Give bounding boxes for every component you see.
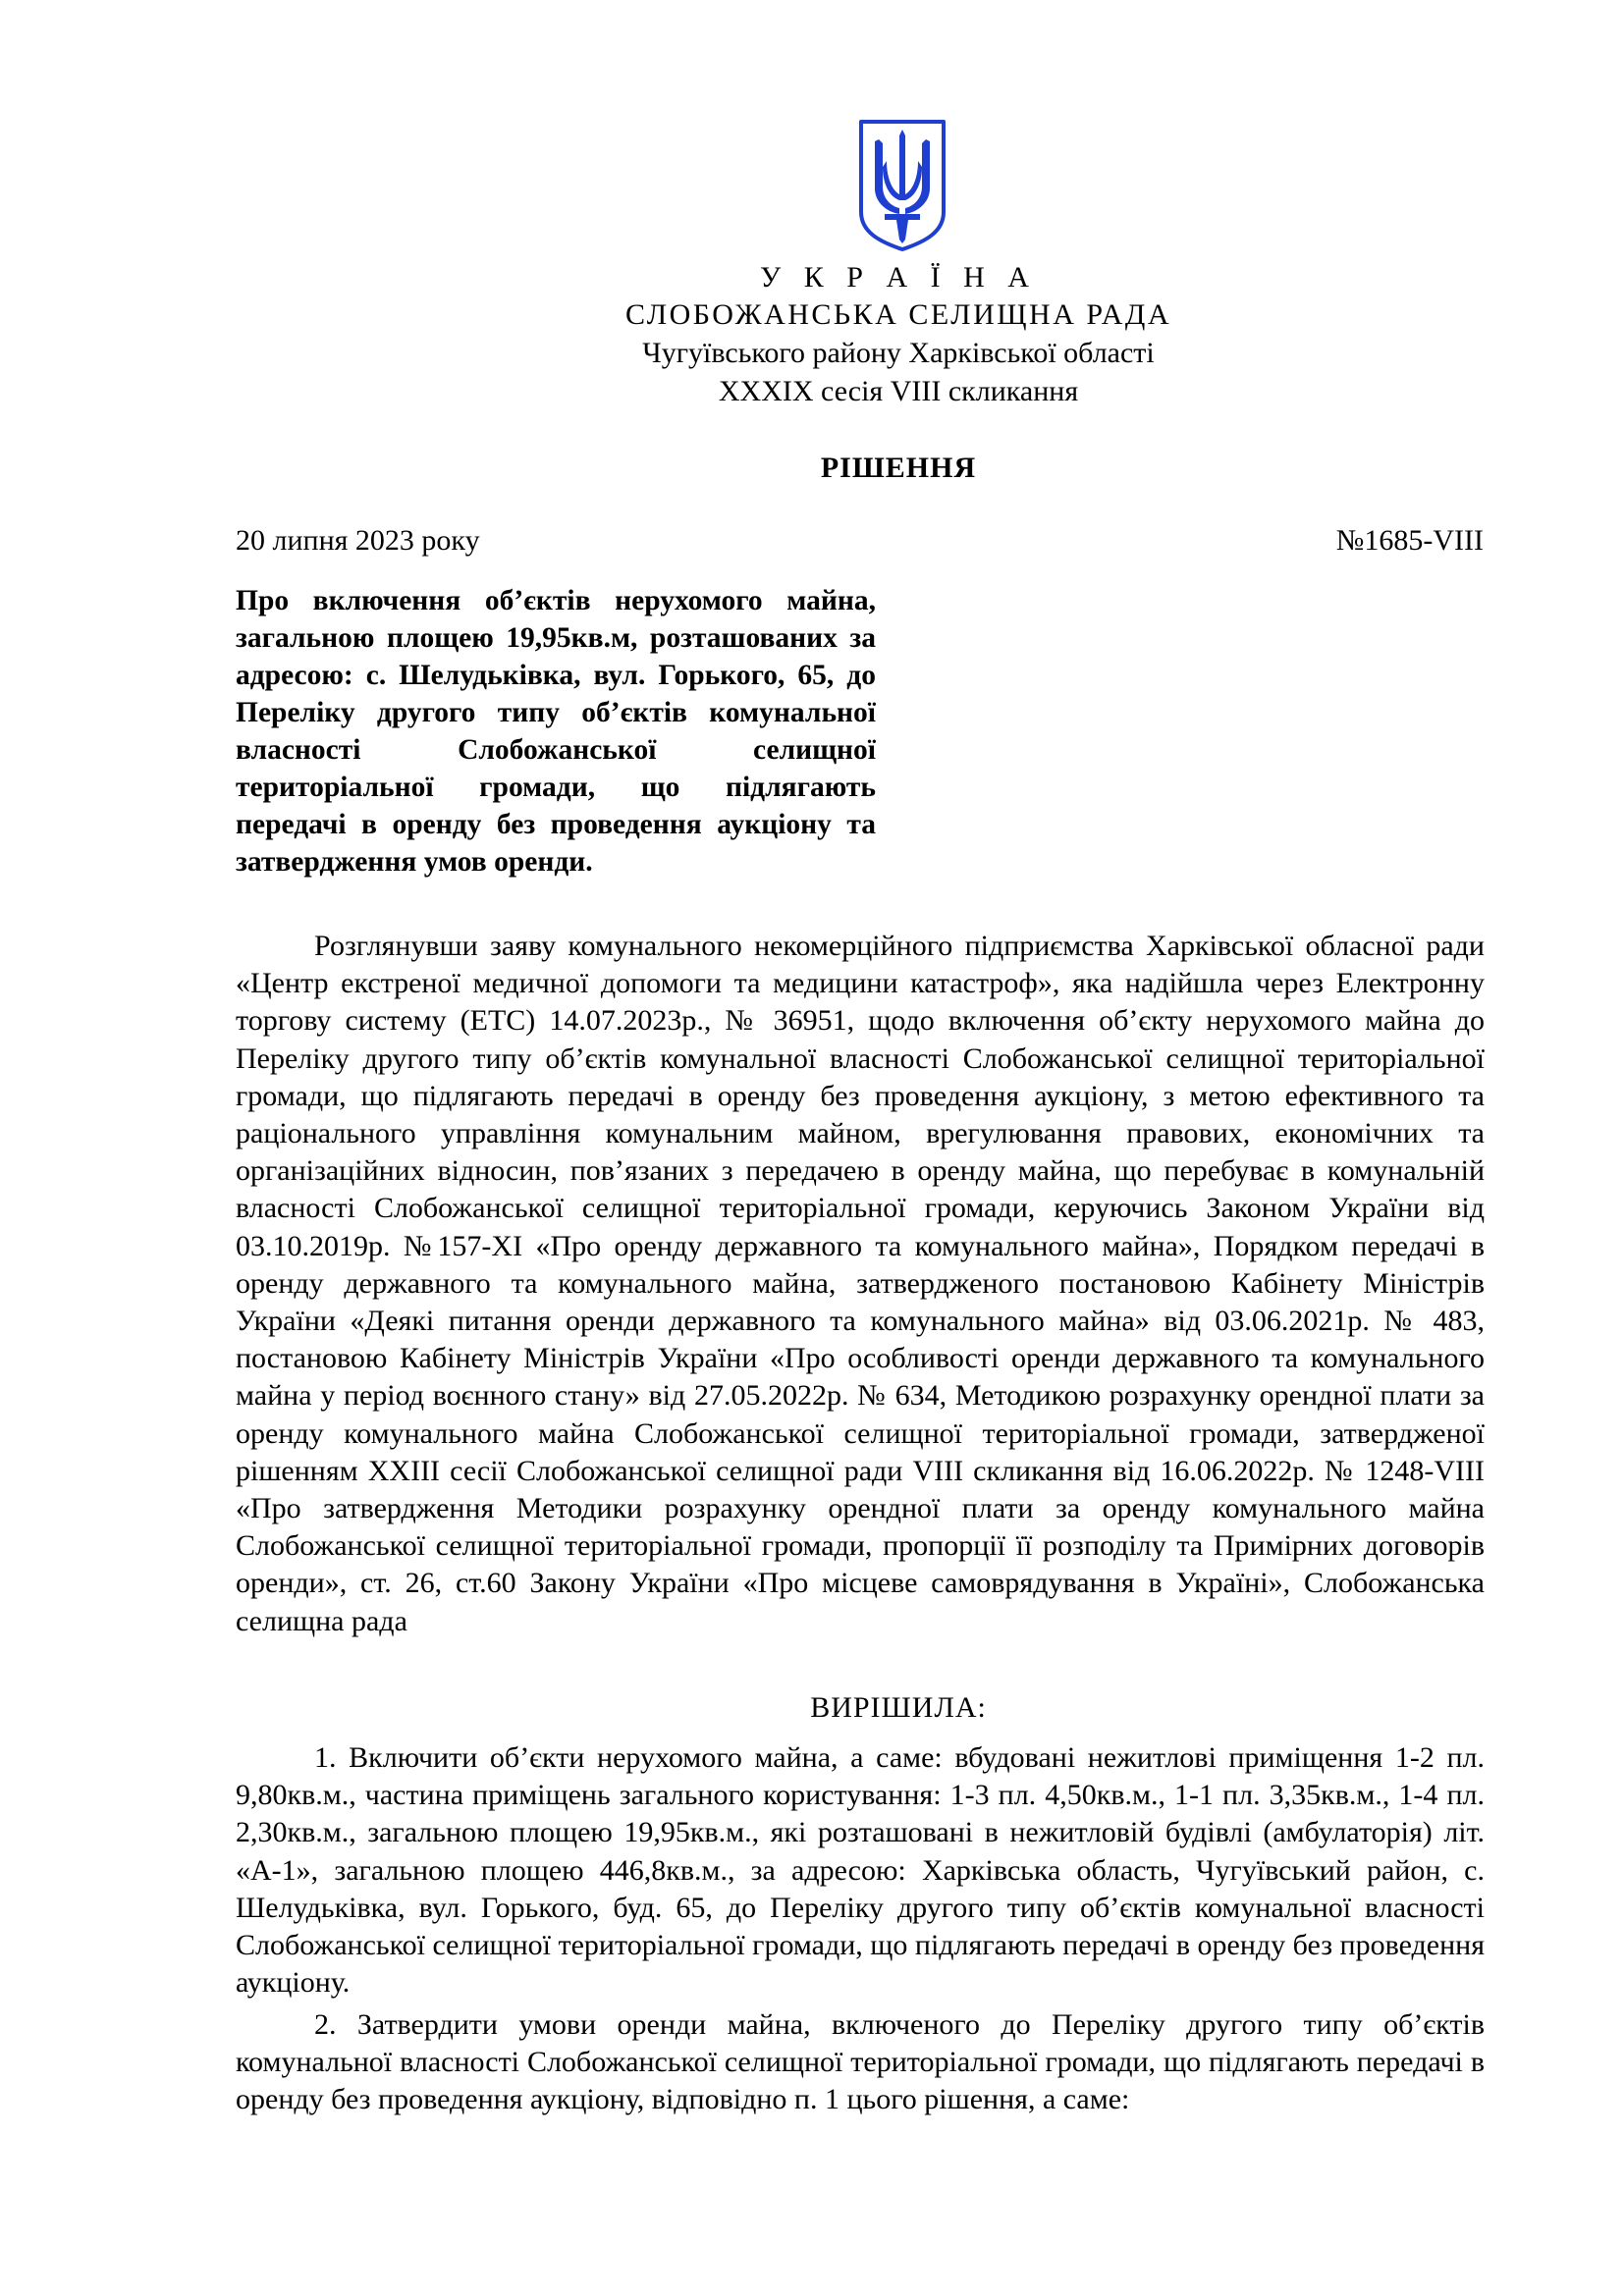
- decision-subject: Про включення об’єктів нерухомого майна, загальною площею 19,95кв.м, розташованих за адресою: с. Шелудьківка, вул. Горького, 65, до Переліку другого типу об’єктів комунальної власності Слобожанської селищної територіальної громади, що підлягають передачі в оренду без проведення аукціону та затвердження умов оренди.: [236, 585, 876, 878]
- council-name: СЛОБОЖАНСЬКА СЕЛИЩНА РАДА: [624, 298, 1172, 331]
- preamble-paragraph: Розглянувши заяву комунального некомерційного підприємства Харківської обласної ради «Центр екстреної медичної допомоги та медицини катастроф», яка надійшла через Електронну торгову систему (ЕТС) 14.07.2023р., № 36951, щодо включення об’єкту нерухомого майна до Переліку другого типу об’єктів комунальної власності Слобожанської селищної територіальної громади, що підлягають передачі в оренду без проведення аукціону, з метою ефективного та раціонального управління комунальним майном, врегулювання правових, економічних та організаційних відносин, пов’язаних з передачею в оренду майна, що перебуває в комунальній власності Слобожанської селищної територіальної громади, керуючись Законом України від 03.10.2019р. №157-ХІ «Про оренду державного та комунального майна», Порядком передачі в оренду державного та комунального майна, затвердженого постановою Кабінету Міністрів України «Деякі питання оренди державного та комунального майна» від 03.06.2021р. № 483, постановою Кабінету Міністрів України «Про особливості оренди державного та комунального майна у період воєнного стану» від 27.05.2022р. № 634, Методикою розрахунку орендної плати за оренду комунального майна Слобожанської селищної територіальної громади, затвердженої рішенням XXIII сесії Слобожанської селищної ради VIII скликання від 16.06.2022р. № 1248-VIII «Про затвердження Методики розрахунку орендної плати за оренду комунального майна Слобожанської селищної територіальної громади, пропорції її розподілу та Примірних договорів оренди», ст. 26, ст.60 Закону України «Про місцеве самоврядування в Україні», Слобожанська селищна рада: [236, 930, 1485, 1637]
- decision-number: №1685-VIII: [1335, 524, 1484, 557]
- decision-item-2: 2. Затвердити умови оренди майна, включеного до Переліку другого типу об’єктів комунальної власності Слобожанської селищної територіальної громади, що підлягають передачі в оренду без проведення аукціону, відповідно п. 1 цього рішення, а саме:: [236, 2008, 1485, 2116]
- decision-title: РІШЕННЯ: [820, 452, 977, 484]
- district-name: Чугуївського району Харківської області: [642, 337, 1155, 369]
- trident-emblem-icon: [857, 118, 947, 253]
- session-info: XXXIX сесія VIII скликання: [718, 375, 1079, 407]
- decision-item-1: 1. Включити об’єкти нерухомого майна, а саме: вбудовані нежитлові приміщення 1-2 пл. 9,80кв.м., частина приміщень загального користування: 1-3 пл. 4,50кв.м., 1-1 пл. 3,35кв.м., 1-4 пл. 2,30кв.м., загальною площею 19,95кв.м., які розташовані в нежитловій будівлі (амбулаторія) літ. «А-1», загальною площею 446,8кв.м., за адресою: Харківська область, Чугуївський район, с. Шелудьківка, вул. Горького, буд. 65, до Переліку другого типу об’єктів комунальної власності Слобожанської селищної територіальної громади, що підлягають передачі в оренду без проведення аукціону.: [236, 1741, 1485, 2000]
- decided-heading: ВИРІШИЛА:: [810, 1691, 987, 1724]
- country-heading: У К Р А Ї Н А: [760, 261, 1037, 294]
- decision-date: 20 липня 2023 року: [236, 524, 480, 557]
